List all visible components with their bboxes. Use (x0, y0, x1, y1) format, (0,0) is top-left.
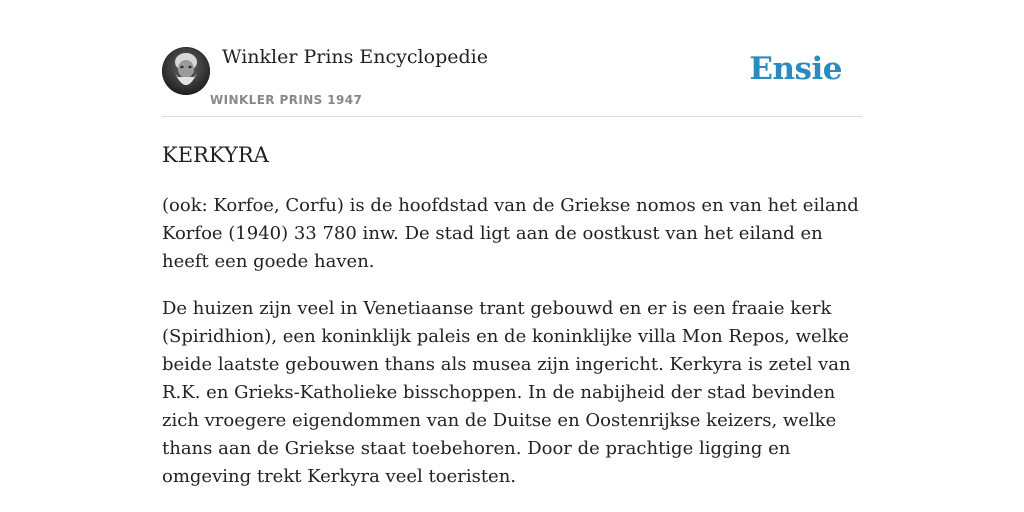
source-title[interactable]: Winkler Prins Encyclopedie (222, 46, 488, 68)
article-title: KERKYRA (162, 143, 269, 167)
ensie-logo[interactable]: Ensie (749, 51, 842, 87)
article (162, 140, 862, 510)
article-paragraph: (ook: Korfoe, Corfu) is de hoofdstad van de Griekse nomos en van het eiland Korfoe (1940) 33 780 inw. De stad ligt aan de oostkust van het eiland en heeft een goede haven. (162, 195, 859, 272)
source-header (162, 46, 862, 117)
article-paragraph: De huizen zijn veel in Venetiaanse trant gebouwd en er is een fraaie kerk (Spiridhion), een koninklijk paleis en de koninklijke villa Mon Repos, welke beide laatste gebouwen thans als musea zijn ingericht. Kerkyra is zetel van R.K. en Grieks-Katholieke bisschoppen. In de nabijheid der stad bevinden zich vroegere eigendommen van de Duitse en Oostenrijkse keizers, welke thans aan de Griekse staat toebehoren. Door de prachtige ligging en omgeving trekt Kerkyra veel toeristen. (162, 298, 851, 487)
portrait-photo-icon (162, 47, 210, 95)
avatar[interactable] (162, 47, 210, 95)
source-subtitle[interactable]: WINKLER PRINS 1947 (210, 93, 363, 107)
